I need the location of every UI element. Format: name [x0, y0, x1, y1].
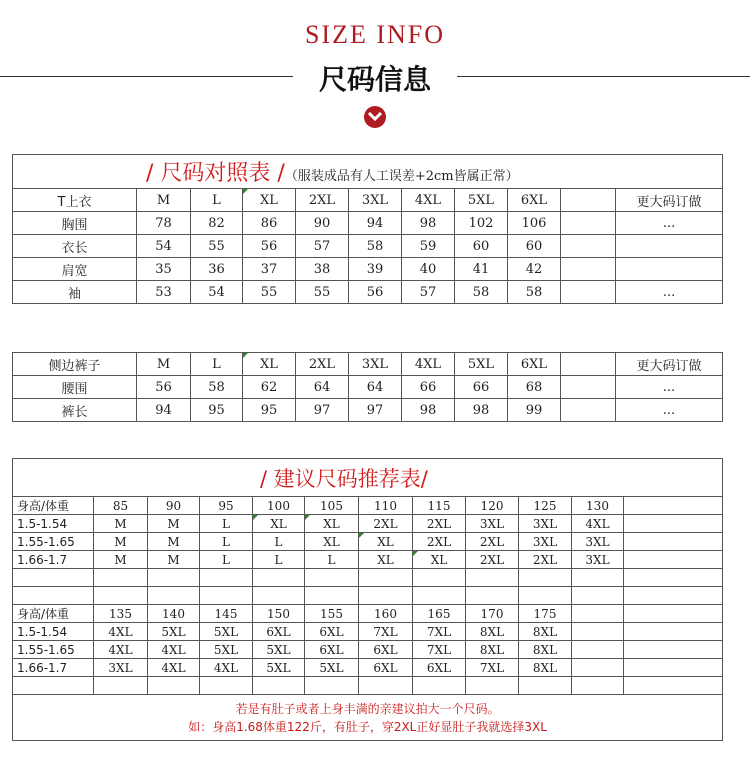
table-cell: [572, 569, 624, 587]
table-cell: 2XL: [359, 515, 413, 533]
table-cell: 106: [508, 212, 561, 235]
table-cell: XL: [305, 515, 359, 533]
table-cell: 7XL: [359, 623, 413, 641]
table-cell: [624, 659, 723, 677]
recommend-footer: [13, 695, 723, 741]
table-cell: 5XL: [200, 641, 253, 659]
table-cell: L: [253, 551, 305, 569]
table-cell: 98: [402, 399, 455, 422]
table-cell: 94: [137, 399, 191, 422]
table-cell: 115: [413, 497, 466, 515]
table-cell: [200, 677, 253, 695]
table-cell: 97: [349, 399, 402, 422]
table-cell: 更大码订做: [616, 189, 723, 212]
table-cell: 4XL: [200, 659, 253, 677]
chevron-down-icon: [364, 106, 386, 128]
table-cell: 36: [191, 258, 243, 281]
table-cell: 2XL: [413, 515, 466, 533]
table-row: [13, 515, 723, 533]
recommend-size-table: [12, 458, 723, 741]
table-cell: [624, 551, 723, 569]
table-cell: 55: [243, 281, 296, 304]
table-cell: 60: [508, 235, 561, 258]
table-cell: 66: [455, 376, 508, 399]
table-cell: 2XL: [466, 533, 519, 551]
row-label-cell: 1.66-1.7: [13, 659, 94, 677]
row-label-cell: 胸围: [13, 212, 137, 235]
table-row: [13, 258, 723, 281]
table-cell: 8XL: [466, 641, 519, 659]
table-cell: 98: [402, 212, 455, 235]
table-cell: 160: [359, 605, 413, 623]
table-cell: XL: [359, 551, 413, 569]
table-cell: 130: [572, 497, 624, 515]
table-cell: [561, 212, 616, 235]
table-cell: L: [191, 189, 243, 212]
table-cell: XL: [413, 551, 466, 569]
table-cell: ...: [616, 376, 723, 399]
table-cell: 105: [305, 497, 359, 515]
table-cell: L: [253, 533, 305, 551]
table-cell: 2XL: [519, 551, 572, 569]
table-cell: [148, 677, 200, 695]
table-cell: 58: [191, 376, 243, 399]
row-label-cell: T上衣: [13, 189, 137, 212]
table-cell: 54: [191, 281, 243, 304]
table-cell: [519, 587, 572, 605]
table-cell: XL: [359, 533, 413, 551]
spacer-row: [13, 569, 723, 587]
table-cell: 55: [296, 281, 349, 304]
table-cell: 4XL: [94, 623, 148, 641]
table-cell: 140: [148, 605, 200, 623]
table-cell: 5XL: [253, 659, 305, 677]
table-cell: 59: [402, 235, 455, 258]
table-cell: 3XL: [572, 533, 624, 551]
size-info-title: SIZE INFO: [304, 20, 446, 49]
table-cell: 42: [508, 258, 561, 281]
table-cell: [148, 569, 200, 587]
table-cell: [519, 677, 572, 695]
table-cell: 62: [243, 376, 296, 399]
table-row: [13, 641, 723, 659]
table-cell: 95: [243, 399, 296, 422]
table-cell: 56: [349, 281, 402, 304]
table-cell: 4XL: [94, 641, 148, 659]
table-cell: 5XL: [455, 353, 508, 376]
table-cell: L: [200, 551, 253, 569]
table-cell: 4XL: [148, 659, 200, 677]
table-cell: 64: [296, 376, 349, 399]
table-cell: [253, 569, 305, 587]
table-cell: 4XL: [148, 641, 200, 659]
footer-line-1: 若是有肚子或者上身丰满的亲建议拍大一个尺码。: [235, 701, 500, 716]
table-cell: 5XL: [305, 659, 359, 677]
table-cell: [572, 659, 624, 677]
table-row: [13, 212, 723, 235]
table-cell: 7XL: [413, 641, 466, 659]
table-cell: 150: [253, 605, 305, 623]
table-cell: [305, 587, 359, 605]
table-cell: [624, 623, 723, 641]
table-cell: 94: [349, 212, 402, 235]
table-cell: M: [94, 533, 148, 551]
table-cell: 3XL: [466, 515, 519, 533]
row-label-cell: 1.55-1.65: [13, 533, 94, 551]
table-cell: 更大码订做: [616, 353, 723, 376]
table-cell: 6XL: [359, 641, 413, 659]
table-cell: [200, 569, 253, 587]
table-cell: 2XL: [413, 533, 466, 551]
table-cell: [616, 258, 723, 281]
row-label-cell: 身高/体重: [13, 497, 94, 515]
table-cell: 8XL: [519, 641, 572, 659]
table-cell: 68: [508, 376, 561, 399]
table-cell: 35: [137, 258, 191, 281]
table-cell: [624, 533, 723, 551]
table-cell: 4XL: [572, 515, 624, 533]
table-cell: 39: [349, 258, 402, 281]
table-cell: 53: [137, 281, 191, 304]
table-cell: 6XL: [359, 659, 413, 677]
size-chart-note: （服装成品有人工误差+2cm皆属正常）: [284, 169, 519, 184]
table-cell: [572, 677, 624, 695]
table-cell: 8XL: [519, 623, 572, 641]
row-label-cell: 1.5-1.54: [13, 623, 94, 641]
table-cell: [561, 281, 616, 304]
table-cell: [413, 677, 466, 695]
table-cell: ...: [616, 281, 723, 304]
table-cell: [359, 569, 413, 587]
row-label-cell: 1.5-1.54: [13, 515, 94, 533]
table-cell: [572, 623, 624, 641]
table-cell: 4XL: [402, 353, 455, 376]
table-cell: [561, 399, 616, 422]
table-cell: 6XL: [305, 623, 359, 641]
table-cell: [616, 235, 723, 258]
table-cell: 3XL: [519, 533, 572, 551]
table-cell: [94, 587, 148, 605]
table-cell: 82: [191, 212, 243, 235]
table-cell: [572, 587, 624, 605]
table-cell: 3XL: [349, 353, 402, 376]
table-header-row: [13, 497, 723, 515]
row-label-cell: 侧边裤子: [13, 353, 137, 376]
table-cell: [466, 569, 519, 587]
table-cell: [94, 569, 148, 587]
row-label-cell: [13, 677, 94, 695]
table-header-row: [13, 189, 723, 212]
table-cell: M: [94, 515, 148, 533]
table-cell: 175: [519, 605, 572, 623]
table-cell: 86: [243, 212, 296, 235]
table-cell: 90: [296, 212, 349, 235]
table-row: [13, 281, 723, 304]
table-cell: 66: [402, 376, 455, 399]
table-cell: 5XL: [253, 641, 305, 659]
table-cell: [253, 587, 305, 605]
table-cell: 6XL: [305, 641, 359, 659]
table-cell: 125: [519, 497, 572, 515]
table-cell: ...: [616, 399, 723, 422]
table-row: [13, 235, 723, 258]
spacer-row: [13, 677, 723, 695]
table-cell: [519, 569, 572, 587]
table-row: [13, 533, 723, 551]
table-cell: 90: [148, 497, 200, 515]
row-label-cell: 裤长: [13, 399, 137, 422]
table-cell: [94, 677, 148, 695]
table-cell: 170: [466, 605, 519, 623]
table-cell: 58: [349, 235, 402, 258]
table-cell: 41: [455, 258, 508, 281]
table-cell: 102: [455, 212, 508, 235]
table-cell: 165: [413, 605, 466, 623]
header-rule-right: [457, 76, 750, 77]
table-cell: 6XL: [253, 623, 305, 641]
table-row: [13, 623, 723, 641]
table-cell: [466, 587, 519, 605]
table-cell: [624, 515, 723, 533]
footer-line-2: 如：身高1.68体重122斤，有肚子，穿2XL正好显肚子我就选择3XL: [188, 719, 547, 734]
row-label-cell: 衣长: [13, 235, 137, 258]
table-cell: [624, 587, 723, 605]
table-cell: 3XL: [572, 551, 624, 569]
table-cell: 5XL: [200, 623, 253, 641]
table-cell: M: [94, 551, 148, 569]
table-cell: [466, 677, 519, 695]
table-cell: 8XL: [466, 623, 519, 641]
shirt-size-table: [12, 154, 723, 304]
table-cell: L: [305, 551, 359, 569]
table-cell: 85: [94, 497, 148, 515]
spacer-row: [13, 587, 723, 605]
row-label-cell: 1.55-1.65: [13, 641, 94, 659]
table-cell: [624, 641, 723, 659]
table-cell: 8XL: [519, 659, 572, 677]
table-cell: 7XL: [466, 659, 519, 677]
row-label-cell: 腰围: [13, 376, 137, 399]
table-cell: 3XL: [519, 515, 572, 533]
table-cell: [413, 587, 466, 605]
table-cell: 58: [455, 281, 508, 304]
table-cell: [413, 569, 466, 587]
table-cell: [572, 641, 624, 659]
table-cell: 99: [508, 399, 561, 422]
table-cell: 2XL: [466, 551, 519, 569]
table-cell: 5XL: [455, 189, 508, 212]
table-cell: M: [137, 353, 191, 376]
recommend-title: / 建议尺码推荐表/: [13, 459, 723, 497]
table-cell: 2XL: [296, 189, 349, 212]
table-cell: [561, 235, 616, 258]
size-chart-heading: [13, 155, 723, 189]
table-cell: [359, 677, 413, 695]
table-cell: L: [191, 353, 243, 376]
table-cell: M: [148, 551, 200, 569]
table-cell: 38: [296, 258, 349, 281]
table-cell: M: [148, 533, 200, 551]
table-cell: XL: [243, 189, 296, 212]
table-cell: L: [200, 515, 253, 533]
table-cell: M: [137, 189, 191, 212]
table-cell: [624, 605, 723, 623]
table-cell: 95: [191, 399, 243, 422]
table-cell: [561, 189, 616, 212]
pants-size-table: [12, 352, 723, 422]
table-row: [13, 659, 723, 677]
table-cell: 37: [243, 258, 296, 281]
size-chart-title: / 尺码对照表 /: [146, 161, 285, 186]
row-label-cell: 身高/体重: [13, 605, 94, 623]
table-cell: 135: [94, 605, 148, 623]
size-info-subtitle: 尺码信息: [318, 63, 431, 96]
table-header-row: [13, 605, 723, 623]
table-cell: [561, 258, 616, 281]
table-cell: 55: [191, 235, 243, 258]
table-cell: 100: [253, 497, 305, 515]
row-label-cell: 肩宽: [13, 258, 137, 281]
table-cell: [561, 376, 616, 399]
table-cell: [561, 353, 616, 376]
table-cell: 98: [455, 399, 508, 422]
table-cell: 60: [455, 235, 508, 258]
row-label-cell: [13, 569, 94, 587]
table-row: [13, 551, 723, 569]
table-cell: 2XL: [296, 353, 349, 376]
table-row: [13, 399, 723, 422]
table-cell: [359, 587, 413, 605]
table-cell: 6XL: [508, 353, 561, 376]
table-cell: 56: [243, 235, 296, 258]
table-cell: [305, 677, 359, 695]
table-cell: [572, 605, 624, 623]
table-cell: 57: [296, 235, 349, 258]
table-cell: [305, 569, 359, 587]
table-cell: 56: [137, 376, 191, 399]
table-cell: 97: [296, 399, 349, 422]
table-cell: XL: [305, 533, 359, 551]
row-label-cell: 袖: [13, 281, 137, 304]
row-label-cell: [13, 587, 94, 605]
table-cell: [624, 569, 723, 587]
table-header-row: [13, 353, 723, 376]
table-cell: 3XL: [349, 189, 402, 212]
table-cell: 95: [200, 497, 253, 515]
table-cell: 40: [402, 258, 455, 281]
table-cell: 54: [137, 235, 191, 258]
table-cell: 78: [137, 212, 191, 235]
table-cell: 57: [402, 281, 455, 304]
table-cell: 7XL: [413, 623, 466, 641]
table-cell: XL: [243, 353, 296, 376]
table-cell: [148, 587, 200, 605]
table-cell: 3XL: [94, 659, 148, 677]
table-cell: XL: [253, 515, 305, 533]
table-cell: 6XL: [508, 189, 561, 212]
table-cell: 120: [466, 497, 519, 515]
table-cell: [200, 587, 253, 605]
table-cell: M: [148, 515, 200, 533]
row-label-cell: 1.66-1.7: [13, 551, 94, 569]
table-cell: 145: [200, 605, 253, 623]
table-cell: ...: [616, 212, 723, 235]
table-cell: 110: [359, 497, 413, 515]
table-cell: 64: [349, 376, 402, 399]
table-cell: [624, 497, 723, 515]
table-cell: L: [200, 533, 253, 551]
table-cell: [253, 677, 305, 695]
table-cell: [624, 677, 723, 695]
table-cell: 5XL: [148, 623, 200, 641]
table-cell: 6XL: [413, 659, 466, 677]
table-row: [13, 376, 723, 399]
table-cell: 155: [305, 605, 359, 623]
table-cell: 58: [508, 281, 561, 304]
table-cell: 4XL: [402, 189, 455, 212]
